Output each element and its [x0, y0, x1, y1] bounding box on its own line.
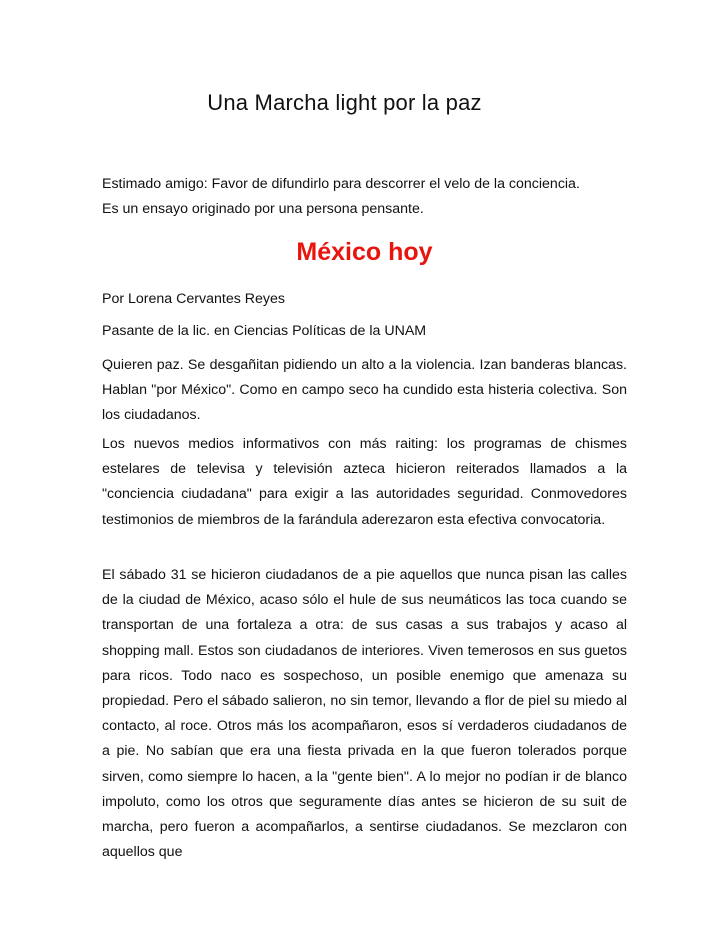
- paragraph-2: Los nuevos medios informativos con más raiting: los programas de chismes estelares de televisa y televisión azteca hicieron reiterados llamados a la "conciencia ciudadana" para exigir a las autoridades seguridad. Conmovedores testimonios de miembros de la farándula aderezaron esta efectiva convocatoria.: [102, 436, 627, 528]
- section-heading: México hoy: [296, 238, 433, 266]
- paragraph-3: El sábado 31 se hicieron ciudadanos de a pie aquellos que nunca pisan las calles de la ciudad de México, acaso sólo el hule de sus neumáticos las toca cuando se transportan de una fortaleza a otra: de sus casas a sus trabajos y acaso al shopping mall. Estos son ciudadanos de interiores. Viven temerosos en sus guetos para ricos. Todo naco es sospechoso, un posible enemigo que amenaza su propiedad. Pero el sábado salieron, no sin temor, llevando a flor de piel su miedo al contacto, al roce. Otros más los acompañaron, esos sí verdaderos ciudadanos de a pie. No sabían que era una fiesta privada en la que fueron tolerados porque sirven, como siempre lo hacen, a la "gente bien". A lo mejor no podían ir de blanco impoluto, como los otros que seguramente días antes se hicieron de su suit de marcha, pero fueron a acompañarlos, a sentirse ciudadanos. Se mezclaron con aquellos que: [102, 567, 627, 861]
- credential: Pasante de la lic. en Ciencias Políticas de la UNAM: [102, 323, 427, 339]
- intro-line-1: Estimado amigo: Favor de difundirlo para descorrer el velo de la conciencia.: [102, 176, 580, 192]
- document-title-text: Una Marcha light por la paz: [207, 90, 482, 115]
- paragraph-1: Quieren paz. Se desgañitan pidiendo un alto a la violencia. Izan banderas blancas. Hablan "por México". Como en campo seco ha cundido esta histeria colectiva. Son los ciudadanos.: [102, 357, 627, 424]
- intro-line-2: Es un ensayo originado por una persona pensante.: [102, 201, 424, 217]
- byline: Por Lorena Cervantes Reyes: [102, 291, 285, 307]
- document-title: [102, 90, 627, 116]
